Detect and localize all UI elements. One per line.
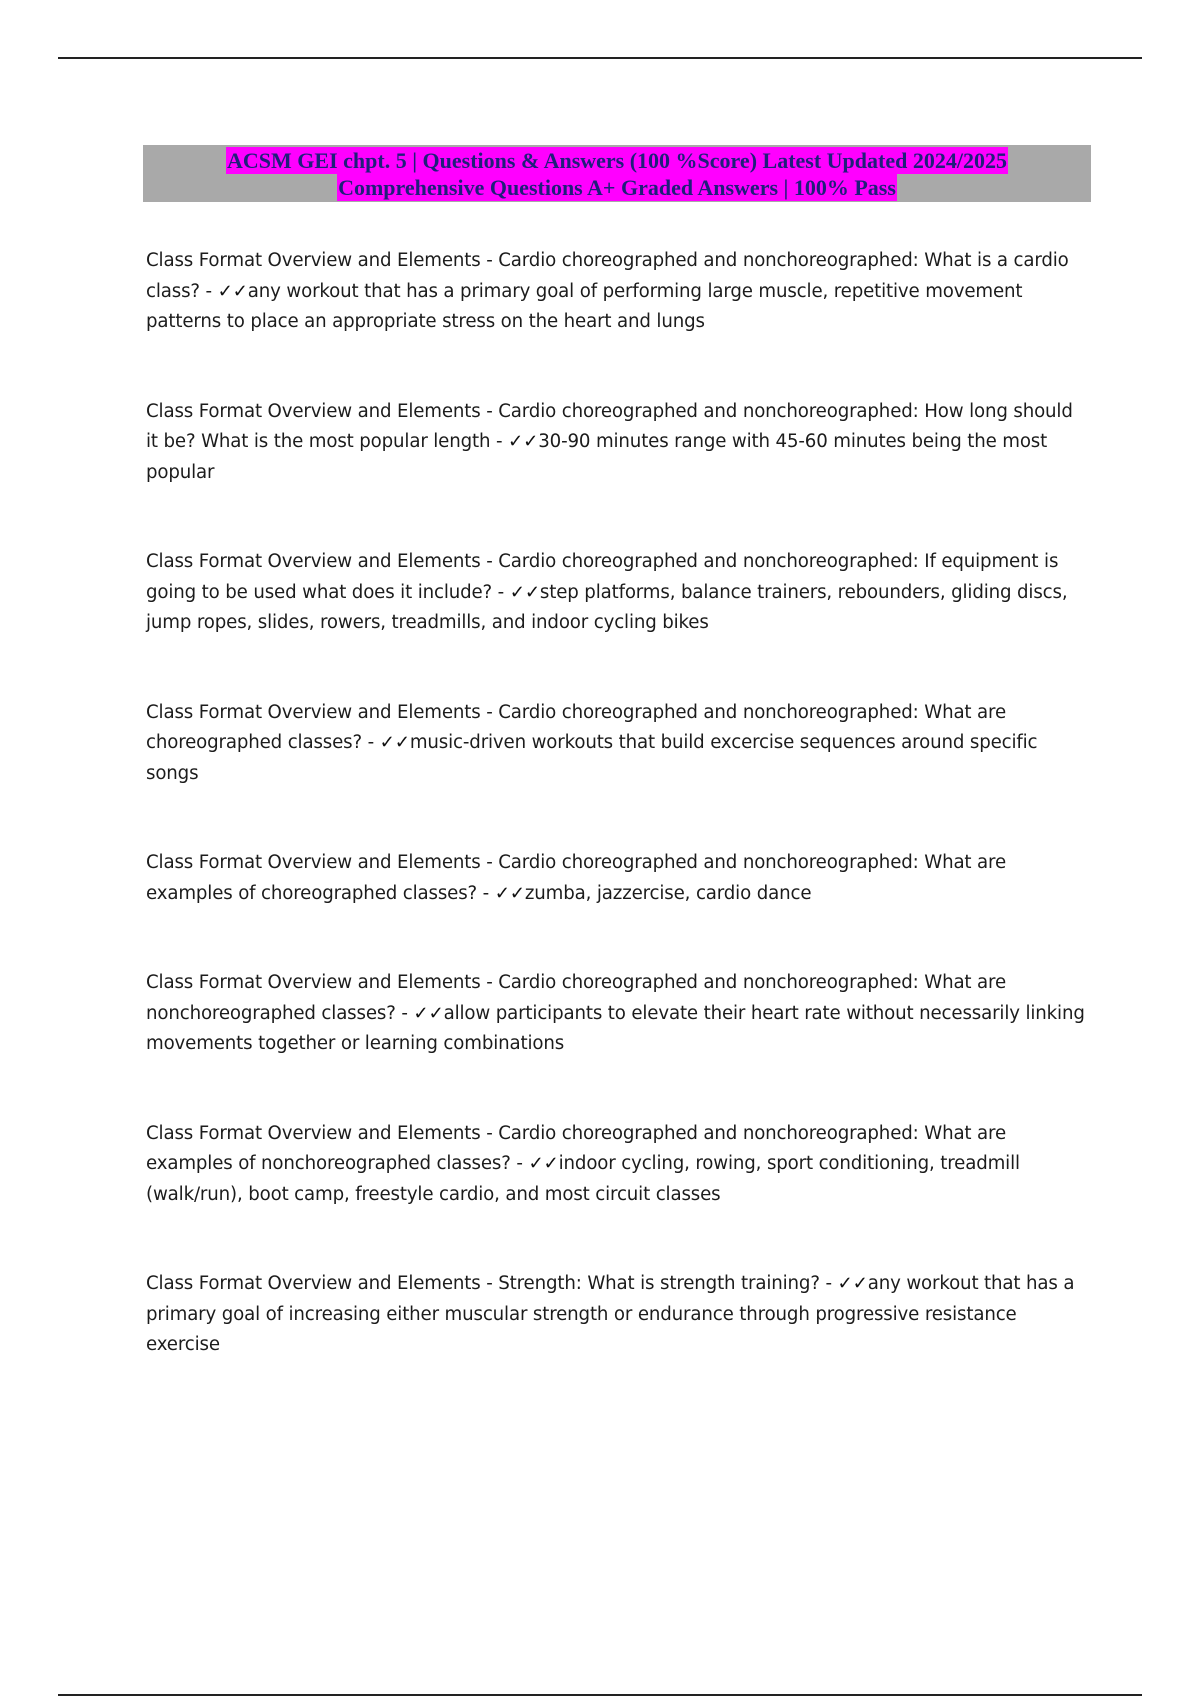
separator: - — [199, 280, 218, 302]
check-icon: ✓✓ — [509, 581, 540, 603]
qa-item — [146, 547, 1086, 639]
qa-item — [146, 968, 1086, 1060]
answer-text: allow participants to elevate their heart rate without necessarily linking movements together or learning combinations — [146, 1002, 1085, 1054]
question-text: Class Format Overview and Elements - Cardio choreographed and nonchoreographed: How long should it be? What is the most popular length — [146, 400, 1073, 452]
answer-text: indoor cycling, rowing, sport conditioning, treadmill (walk/run), boot camp, freestyle cardio, and most circuit classes — [146, 1153, 1020, 1205]
check-icon: ✓✓ — [837, 1273, 868, 1294]
check-icon: ✓✓ — [508, 431, 539, 452]
document-title-line-1: ACSM GEI chpt. 5 | Questions & Answers (100 %Score) Latest Updated 2024/2025 — [227, 147, 1007, 173]
answer-text: music-driven workouts that build excercise sequences around specific songs — [146, 732, 1038, 784]
check-icon: ✓✓ — [379, 732, 410, 753]
separator: - — [361, 732, 380, 753]
qa-list — [146, 246, 1086, 1420]
separator: - — [395, 1002, 414, 1024]
question-text: Class Format Overview and Elements - Cardio choreographed and nonchoreographed: What are nonchoreographed classes? — [146, 972, 1007, 1024]
separator: - — [510, 1153, 529, 1174]
separator: - — [492, 581, 510, 603]
separator: - — [490, 431, 509, 452]
question-text: Class Format Overview and Elements - Cardio choreographed and nonchoreographed: What is a cardio class? — [146, 250, 1069, 302]
question-text: Class Format Overview and Elements - Strength: What is strength training? — [146, 1273, 820, 1294]
question-text: Class Format Overview and Elements - Cardio choreographed and nonchoreographed: What are examples of choreographed classes? — [146, 852, 1007, 904]
answer-text: any workout that has a primary goal of increasing either muscular strength or endurance through progressive resistance exercise — [146, 1273, 1075, 1355]
question-text: Class Format Overview and Elements - Cardio choreographed and nonchoreographed: What are examples of nonchoreographed classes? — [146, 1122, 1007, 1174]
answer-text: 30-90 minutes range with 45-60 minutes being the most popular — [146, 431, 1048, 483]
document-title-line-2: Comprehensive Questions A+ Graded Answers | 100% Pass — [338, 174, 896, 200]
footer-rule — [58, 1694, 1142, 1696]
answer-text: any workout that has a primary goal of performing large muscle, repetitive movement patterns to place an appropriate stress on the heart and lungs — [146, 280, 1023, 332]
check-icon: ✓✓ — [413, 1002, 444, 1024]
header-rule — [58, 57, 1142, 59]
check-icon: ✓✓ — [494, 882, 525, 904]
answer-text: step platforms, balance trainers, rebounders, gliding discs, jump ropes, slides, rowers, treadmills, and indoor cycling bikes — [146, 581, 1068, 633]
check-icon: ✓✓ — [528, 1153, 559, 1174]
question-text: Class Format Overview and Elements - Cardio choreographed and nonchoreographed: What are choreographed classes? — [146, 701, 1007, 753]
qa-item — [146, 1119, 1086, 1211]
answer-text: zumba, jazzercise, cardio dance — [524, 882, 812, 904]
document-title-box — [143, 145, 1091, 202]
separator: - — [477, 882, 495, 904]
qa-item — [146, 848, 1086, 909]
qa-item — [146, 698, 1086, 790]
qa-item — [146, 397, 1086, 489]
question-text: Class Format Overview and Elements - Cardio choreographed and nonchoreographed: If equipment is going to be used what does it include? — [146, 551, 1059, 603]
check-icon: ✓✓ — [217, 280, 248, 302]
qa-item — [146, 1269, 1086, 1361]
qa-item — [146, 246, 1086, 338]
separator: - — [819, 1273, 838, 1294]
